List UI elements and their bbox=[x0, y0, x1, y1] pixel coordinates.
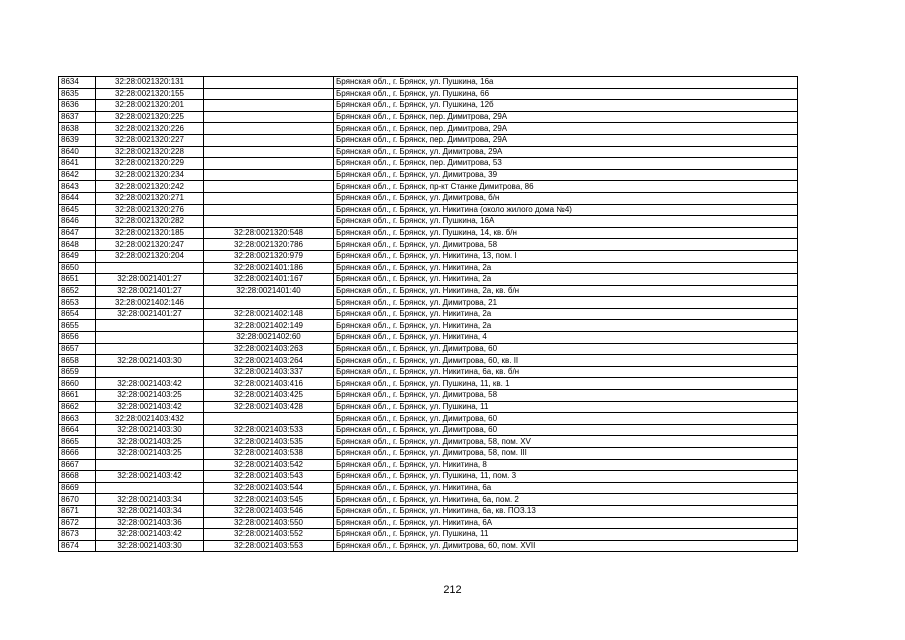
row-number-cell: 8661 bbox=[59, 390, 96, 402]
table-row bbox=[59, 378, 798, 390]
object-cadastral-number-cell bbox=[204, 146, 334, 158]
row-number-cell: 8654 bbox=[59, 308, 96, 320]
table-row bbox=[59, 192, 798, 204]
object-cadastral-number-cell bbox=[204, 123, 334, 135]
address-cell: Брянская обл., г. Брянск, ул. Пушкина, 11, пом. 3 bbox=[334, 471, 798, 483]
table-row bbox=[59, 366, 798, 378]
address-cell: Брянская обл., г. Брянск, ул. Димитрова, 58 bbox=[334, 239, 798, 251]
object-cadastral-number-cell bbox=[204, 134, 334, 146]
cadastral-number-cell: 32:28:0021320:229 bbox=[96, 158, 204, 170]
cadastral-number-cell bbox=[96, 320, 204, 332]
address-cell: Брянская обл., г. Брянск, пер. Димитрова, 29А bbox=[334, 134, 798, 146]
cadastral-number-cell: 32:28:0021320:131 bbox=[96, 77, 204, 89]
object-cadastral-number-cell bbox=[204, 100, 334, 112]
row-number-cell: 8653 bbox=[59, 297, 96, 309]
object-cadastral-number-cell: 32:28:0021403:546 bbox=[204, 505, 334, 517]
table-body bbox=[59, 77, 798, 552]
table-row bbox=[59, 320, 798, 332]
row-number-cell: 8647 bbox=[59, 227, 96, 239]
row-number-cell: 8638 bbox=[59, 123, 96, 135]
address-cell: Брянская обл., г. Брянск, ул. Никитина, 6А bbox=[334, 517, 798, 529]
row-number-cell: 8662 bbox=[59, 401, 96, 413]
object-cadastral-number-cell bbox=[204, 77, 334, 89]
object-cadastral-number-cell: 32:28:0021403:533 bbox=[204, 424, 334, 436]
object-cadastral-number-cell: 32:28:0021403:542 bbox=[204, 459, 334, 471]
table-row bbox=[59, 146, 798, 158]
row-number-cell: 8655 bbox=[59, 320, 96, 332]
address-cell: Брянская обл., г. Брянск, ул. Никитина, 2а bbox=[334, 262, 798, 274]
object-cadastral-number-cell: 32:28:0021403:535 bbox=[204, 436, 334, 448]
row-number-cell: 8635 bbox=[59, 88, 96, 100]
object-cadastral-number-cell: 32:28:0021402:148 bbox=[204, 308, 334, 320]
table-row bbox=[59, 250, 798, 262]
object-cadastral-number-cell: 32:28:0021403:553 bbox=[204, 540, 334, 552]
table-row bbox=[59, 401, 798, 413]
object-cadastral-number-cell bbox=[204, 169, 334, 181]
row-number-cell: 8652 bbox=[59, 285, 96, 297]
address-cell: Брянская обл., г. Брянск, ул. Пушкина, 14, кв. б/н bbox=[334, 227, 798, 239]
cadastral-number-cell: 32:28:0021403:42 bbox=[96, 378, 204, 390]
row-number-cell: 8674 bbox=[59, 540, 96, 552]
cadastral-number-cell bbox=[96, 343, 204, 355]
cadastral-number-cell: 32:28:0021320:276 bbox=[96, 204, 204, 216]
row-number-cell: 8641 bbox=[59, 158, 96, 170]
table-row bbox=[59, 262, 798, 274]
row-number-cell: 8667 bbox=[59, 459, 96, 471]
address-cell: Брянская обл., г. Брянск, ул. Никитина, 6а, пом. 2 bbox=[334, 494, 798, 506]
row-number-cell: 8671 bbox=[59, 505, 96, 517]
table-row bbox=[59, 390, 798, 402]
table-row bbox=[59, 134, 798, 146]
cadastral-number-cell: 32:28:0021403:42 bbox=[96, 529, 204, 541]
object-cadastral-number-cell bbox=[204, 297, 334, 309]
table-row bbox=[59, 274, 798, 286]
address-cell: Брянская обл., г. Брянск, ул. Димитрова, 58 bbox=[334, 390, 798, 402]
object-cadastral-number-cell bbox=[204, 181, 334, 193]
address-cell: Брянская обл., г. Брянск, ул. Никитина, 6а bbox=[334, 482, 798, 494]
address-cell: Брянская обл., г. Брянск, ул. Пушкина, 16А bbox=[334, 216, 798, 228]
table-row bbox=[59, 308, 798, 320]
row-number-cell: 8643 bbox=[59, 181, 96, 193]
cadastral-number-cell: 32:28:0021403:36 bbox=[96, 517, 204, 529]
address-cell: Брянская обл., г. Брянск, ул. Пушкина, 12б bbox=[334, 100, 798, 112]
table-row bbox=[59, 355, 798, 367]
cadastral-number-cell: 32:28:0021403:432 bbox=[96, 413, 204, 425]
address-cell: Брянская обл., г. Брянск, ул. Пушкина, 11 bbox=[334, 529, 798, 541]
row-number-cell: 8646 bbox=[59, 216, 96, 228]
cadastral-number-cell: 32:28:0021403:25 bbox=[96, 448, 204, 460]
address-cell: Брянская обл., г. Брянск, ул. Димитрова, 60, пом. XVII bbox=[334, 540, 798, 552]
cadastral-number-cell: 32:28:0021320:234 bbox=[96, 169, 204, 181]
object-cadastral-number-cell: 32:28:0021320:548 bbox=[204, 227, 334, 239]
table-row bbox=[59, 494, 798, 506]
table-row bbox=[59, 158, 798, 170]
row-number-cell: 8637 bbox=[59, 111, 96, 123]
cadastral-number-cell bbox=[96, 332, 204, 344]
cadastral-number-cell: 32:28:0021320:242 bbox=[96, 181, 204, 193]
cadastral-number-cell: 32:28:0021403:25 bbox=[96, 390, 204, 402]
row-number-cell: 8670 bbox=[59, 494, 96, 506]
table-row bbox=[59, 424, 798, 436]
row-number-cell: 8644 bbox=[59, 192, 96, 204]
table-row bbox=[59, 297, 798, 309]
address-cell: Брянская обл., г. Брянск, ул. Пушкина, 11 bbox=[334, 401, 798, 413]
row-number-cell: 8656 bbox=[59, 332, 96, 344]
cadastral-number-cell: 32:28:0021320:271 bbox=[96, 192, 204, 204]
cadastral-number-cell bbox=[96, 366, 204, 378]
cadastral-number-cell: 32:28:0021403:34 bbox=[96, 494, 204, 506]
address-cell: Брянская обл., г. Брянск, ул. Димитрова, 39 bbox=[334, 169, 798, 181]
table-row bbox=[59, 459, 798, 471]
cadastral-number-cell: 32:28:0021320:155 bbox=[96, 88, 204, 100]
object-cadastral-number-cell: 32:28:0021403:425 bbox=[204, 390, 334, 402]
object-cadastral-number-cell: 32:28:0021401:40 bbox=[204, 285, 334, 297]
address-cell: Брянская обл., г. Брянск, ул. Димитрова, 29А bbox=[334, 146, 798, 158]
object-cadastral-number-cell: 32:28:0021403:544 bbox=[204, 482, 334, 494]
table-row bbox=[59, 227, 798, 239]
address-cell: Брянская обл., г. Брянск, ул. Димитрова, б/н bbox=[334, 192, 798, 204]
address-cell: Брянская обл., г. Брянск, ул. Димитрова, 58, пом. III bbox=[334, 448, 798, 460]
table-row bbox=[59, 169, 798, 181]
object-cadastral-number-cell: 32:28:0021403:552 bbox=[204, 529, 334, 541]
address-cell: Брянская обл., г. Брянск, ул. Димитрова, 60, кв. II bbox=[334, 355, 798, 367]
row-number-cell: 8666 bbox=[59, 448, 96, 460]
cadastral-number-cell: 32:28:0021320:227 bbox=[96, 134, 204, 146]
table-row bbox=[59, 88, 798, 100]
address-cell: Брянская обл., г. Брянск, ул. Димитрова, 60 bbox=[334, 343, 798, 355]
object-cadastral-number-cell bbox=[204, 192, 334, 204]
address-cell: Брянская обл., г. Брянск, ул. Пушкина, 66 bbox=[334, 88, 798, 100]
object-cadastral-number-cell: 32:28:0021403:264 bbox=[204, 355, 334, 367]
address-cell: Брянская обл., г. Брянск, ул. Никитина, 2а bbox=[334, 308, 798, 320]
cadastral-number-cell: 32:28:0021320:201 bbox=[96, 100, 204, 112]
table-row bbox=[59, 204, 798, 216]
address-cell: Брянская обл., г. Брянск, пер. Димитрова, 53 bbox=[334, 158, 798, 170]
table-row bbox=[59, 100, 798, 112]
object-cadastral-number-cell: 32:28:0021320:979 bbox=[204, 250, 334, 262]
cadastral-number-cell: 32:28:0021401:27 bbox=[96, 308, 204, 320]
object-cadastral-number-cell: 32:28:0021403:428 bbox=[204, 401, 334, 413]
table-row bbox=[59, 436, 798, 448]
table-row bbox=[59, 123, 798, 135]
row-number-cell: 8650 bbox=[59, 262, 96, 274]
row-number-cell: 8648 bbox=[59, 239, 96, 251]
row-number-cell: 8649 bbox=[59, 250, 96, 262]
object-cadastral-number-cell: 32:28:0021401:186 bbox=[204, 262, 334, 274]
object-cadastral-number-cell bbox=[204, 111, 334, 123]
address-cell: Брянская обл., г. Брянск, ул. Пушкина, 16а bbox=[334, 77, 798, 89]
object-cadastral-number-cell: 32:28:0021403:416 bbox=[204, 378, 334, 390]
object-cadastral-number-cell: 32:28:0021403:545 bbox=[204, 494, 334, 506]
table-row bbox=[59, 285, 798, 297]
row-number-cell: 8660 bbox=[59, 378, 96, 390]
cadastral-number-cell: 32:28:0021401:27 bbox=[96, 285, 204, 297]
address-cell: Брянская обл., г. Брянск, ул. Пушкина, 11, кв. 1 bbox=[334, 378, 798, 390]
row-number-cell: 8659 bbox=[59, 366, 96, 378]
cadastral-number-cell: 32:28:0021320:225 bbox=[96, 111, 204, 123]
cadastral-number-cell: 32:28:0021403:30 bbox=[96, 355, 204, 367]
row-number-cell: 8657 bbox=[59, 343, 96, 355]
table-row bbox=[59, 239, 798, 251]
object-cadastral-number-cell bbox=[204, 204, 334, 216]
object-cadastral-number-cell: 32:28:0021402:149 bbox=[204, 320, 334, 332]
table-row bbox=[59, 332, 798, 344]
address-cell: Брянская обл., г. Брянск, ул. Никитина, 2а, кв. б/н bbox=[334, 285, 798, 297]
address-cell: Брянская обл., г. Брянск, ул. Никитина, 8 bbox=[334, 459, 798, 471]
cadastral-number-cell: 32:28:0021320:228 bbox=[96, 146, 204, 158]
cadastral-number-cell bbox=[96, 482, 204, 494]
table-row bbox=[59, 529, 798, 541]
cadastral-number-cell: 32:28:0021401:27 bbox=[96, 274, 204, 286]
object-cadastral-number-cell bbox=[204, 216, 334, 228]
table-row bbox=[59, 343, 798, 355]
row-number-cell: 8634 bbox=[59, 77, 96, 89]
address-cell: Брянская обл., г. Брянск, ул. Никитина, 2а bbox=[334, 274, 798, 286]
object-cadastral-number-cell: 32:28:0021403:550 bbox=[204, 517, 334, 529]
cadastral-number-cell: 32:28:0021320:247 bbox=[96, 239, 204, 251]
object-cadastral-number-cell: 32:28:0021403:337 bbox=[204, 366, 334, 378]
table-row bbox=[59, 413, 798, 425]
table-row bbox=[59, 216, 798, 228]
cadastral-number-cell: 32:28:0021402:146 bbox=[96, 297, 204, 309]
table-row bbox=[59, 111, 798, 123]
row-number-cell: 8636 bbox=[59, 100, 96, 112]
address-cell: Брянская обл., г. Брянск, ул. Никитина, 4 bbox=[334, 332, 798, 344]
table-row bbox=[59, 181, 798, 193]
cadastral-number-cell: 32:28:0021320:185 bbox=[96, 227, 204, 239]
address-cell: Брянская обл., г. Брянск, ул. Димитрова, 58, пом. XV bbox=[334, 436, 798, 448]
cadastral-number-cell: 32:28:0021320:226 bbox=[96, 123, 204, 135]
cadastral-number-cell: 32:28:0021403:30 bbox=[96, 424, 204, 436]
row-number-cell: 8651 bbox=[59, 274, 96, 286]
object-cadastral-number-cell: 32:28:0021402:60 bbox=[204, 332, 334, 344]
row-number-cell: 8673 bbox=[59, 529, 96, 541]
object-cadastral-number-cell: 32:28:0021403:263 bbox=[204, 343, 334, 355]
page-number: 212 bbox=[443, 584, 462, 596]
address-cell: Брянская обл., г. Брянск, пер. Димитрова, 29А bbox=[334, 111, 798, 123]
row-number-cell: 8665 bbox=[59, 436, 96, 448]
cadastral-number-cell bbox=[96, 459, 204, 471]
cadastral-number-cell: 32:28:0021320:282 bbox=[96, 216, 204, 228]
address-cell: Брянская обл., г. Брянск, пер. Димитрова, 29А bbox=[334, 123, 798, 135]
address-cell: Брянская обл., г. Брянск, ул. Никитина (около жилого дома №4) bbox=[334, 204, 798, 216]
cadastral-number-cell: 32:28:0021403:42 bbox=[96, 401, 204, 413]
registry-table bbox=[58, 76, 798, 552]
address-cell: Брянская обл., г. Брянск, ул. Никитина, 6а, кв. б/н bbox=[334, 366, 798, 378]
row-number-cell: 8663 bbox=[59, 413, 96, 425]
object-cadastral-number-cell bbox=[204, 88, 334, 100]
row-number-cell: 8645 bbox=[59, 204, 96, 216]
row-number-cell: 8668 bbox=[59, 471, 96, 483]
row-number-cell: 8669 bbox=[59, 482, 96, 494]
table-row bbox=[59, 505, 798, 517]
object-cadastral-number-cell bbox=[204, 158, 334, 170]
object-cadastral-number-cell: 32:28:0021403:543 bbox=[204, 471, 334, 483]
object-cadastral-number-cell: 32:28:0021403:538 bbox=[204, 448, 334, 460]
object-cadastral-number-cell bbox=[204, 413, 334, 425]
table-row bbox=[59, 540, 798, 552]
address-cell: Брянская обл., г. Брянск, пр-кт Станке Димитрова, 86 bbox=[334, 181, 798, 193]
object-cadastral-number-cell: 32:28:0021320:786 bbox=[204, 239, 334, 251]
object-cadastral-number-cell: 32:28:0021401:167 bbox=[204, 274, 334, 286]
address-cell: Брянская обл., г. Брянск, ул. Никитина, 6а, кв. ПОЗ.13 bbox=[334, 505, 798, 517]
address-cell: Брянская обл., г. Брянск, ул. Димитрова, 60 bbox=[334, 413, 798, 425]
cadastral-number-cell: 32:28:0021320:204 bbox=[96, 250, 204, 262]
address-cell: Брянская обл., г. Брянск, ул. Никитина, 13, пом. I bbox=[334, 250, 798, 262]
row-number-cell: 8640 bbox=[59, 146, 96, 158]
cadastral-number-cell bbox=[96, 262, 204, 274]
row-number-cell: 8672 bbox=[59, 517, 96, 529]
table-row bbox=[59, 482, 798, 494]
table-row bbox=[59, 517, 798, 529]
address-cell: Брянская обл., г. Брянск, ул. Димитрова, 21 bbox=[334, 297, 798, 309]
table-row bbox=[59, 448, 798, 460]
row-number-cell: 8658 bbox=[59, 355, 96, 367]
row-number-cell: 8642 bbox=[59, 169, 96, 181]
table-row bbox=[59, 471, 798, 483]
table-row bbox=[59, 77, 798, 89]
cadastral-number-cell: 32:28:0021403:25 bbox=[96, 436, 204, 448]
row-number-cell: 8664 bbox=[59, 424, 96, 436]
cadastral-number-cell: 32:28:0021403:30 bbox=[96, 540, 204, 552]
cadastral-number-cell: 32:28:0021403:42 bbox=[96, 471, 204, 483]
cadastral-number-cell: 32:28:0021403:34 bbox=[96, 505, 204, 517]
row-number-cell: 8639 bbox=[59, 134, 96, 146]
address-cell: Брянская обл., г. Брянск, ул. Димитрова, 60 bbox=[334, 424, 798, 436]
address-cell: Брянская обл., г. Брянск, ул. Никитина, 2а bbox=[334, 320, 798, 332]
